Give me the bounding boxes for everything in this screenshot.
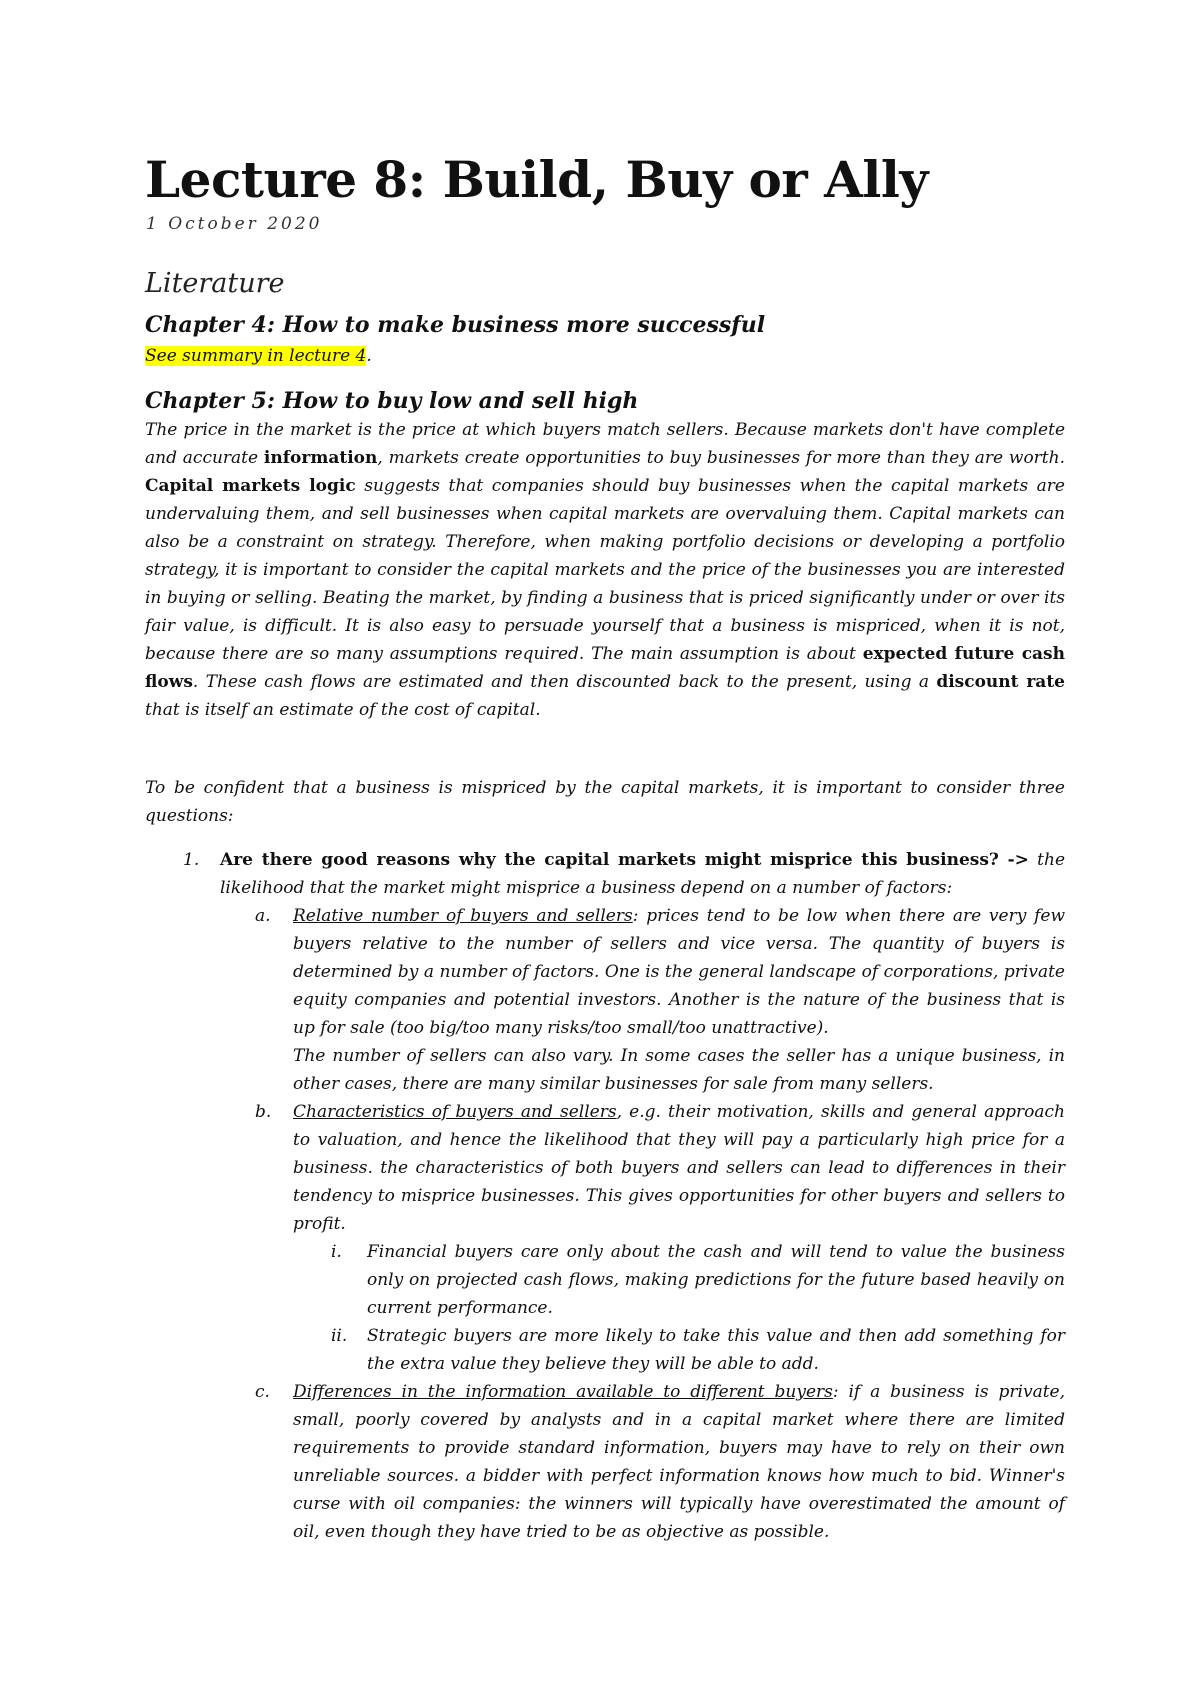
section-heading-literature: Literature (145, 268, 285, 299)
numbered-list (145, 846, 1065, 1546)
list-marker: a. (255, 906, 271, 926)
text-run: , markets create opportunities to buy businesses for more than they are worth. (377, 448, 1065, 468)
item-label: Characteristics of buyers and sellers (293, 1102, 617, 1122)
chapter-4-note (145, 346, 372, 366)
paragraph-three-questions: To be confident that a business is mispriced by the capital markets, it is important to consider three questions: (145, 778, 1065, 826)
item-label: Differences in the information available to different buyers (293, 1382, 833, 1402)
question-lead: Are there good reasons why the capital markets might misprice this business? -> (220, 850, 1029, 870)
list-item-c (255, 1378, 1065, 1546)
text-run: suggests that companies should buy businesses when the capital markets are undervaluing them, and sell businesses when capital markets are overvaluing them. Capital markets can also be a constraint on strategy. Therefore, when making portfolio decisions or developing a portfolio strategy, it is important to consider the capital markets and the price of the businesses you are interested in buying or selling. Beating the market, by finding a business that is priced significantly under or over its fair value, is difficult. It is also easy to persuade yourself that a business is mispriced, when it is not, because there are so many assumptions required. The main assumption is about (145, 476, 1065, 664)
bold-term: Capital markets logic (145, 476, 356, 496)
item-text: , e.g. their motivation, skills and general approach to valuation, and hence the likelihood that they will pay a particularly high price for a business. the characteristics of both buyers and sellers can lead to differences in their tendency to misprice businesses. This gives opportunities for other buyers and sellers to profit. (293, 1102, 1065, 1234)
question-text: the likelihood that the market might misprice a business depend on a number of factors: (220, 850, 1066, 898)
lecture-date: 1 October 2020 (146, 214, 323, 234)
text-run: that is itself an estimate of the cost of capital. (145, 700, 541, 720)
chapter-5-heading: Chapter 5: How to buy low and sell high (145, 388, 639, 414)
bold-term: expected future cash flows (145, 644, 1065, 692)
highlighted-text: See summary in lecture 4 (145, 346, 367, 366)
note-period: . (366, 346, 372, 366)
item-text: : if a business is private, small, poorly covered by analysts and in a capital market where there are limited requirements to provide standard information, buyers may have to rely on their own unreliable sources. a bidder with perfect information knows how much to bid. Winner's curse with oil companies: the winners will typically have overestimated the amount of oil, even though they have tried to be as objective as possible. (293, 1382, 1065, 1542)
list-item-a-continued: The number of sellers can also vary. In some cases the seller has a unique business, in other cases, there are many similar businesses for sale from many sellers. (293, 1046, 1065, 1094)
list-item-b (255, 1098, 1065, 1238)
paragraph-capital-markets (145, 416, 1065, 724)
list-item-a (255, 902, 1065, 1042)
text-run: . These cash flows are estimated and then discounted back to the present, using a (192, 672, 937, 692)
list-marker: i. (331, 1242, 342, 1262)
list-item-1 (183, 846, 1066, 902)
text-run: The price in the market is the price at which buyers match sellers. Because markets don't have complete and accurate (145, 420, 1065, 468)
list-item-ii (331, 1322, 1065, 1378)
item-label: Relative number of buyers and sellers (293, 906, 633, 926)
list-marker: b. (255, 1102, 272, 1122)
bold-term: discount rate (936, 672, 1065, 692)
list-marker: c. (255, 1382, 270, 1402)
list-item-i (331, 1238, 1065, 1322)
list-marker: ii. (331, 1326, 348, 1346)
list-marker: 1. (183, 850, 200, 870)
item-text: Financial buyers care only about the cash and will tend to value the business only on projected cash flows, making predictions for the future based heavily on current performance. (367, 1242, 1065, 1318)
page-title: Lecture 8: Build, Buy or Ally (145, 150, 928, 209)
item-text: Strategic buyers are more likely to take this value and then add something for the extra value they believe they will be able to add. (367, 1326, 1065, 1374)
chapter-4-heading: Chapter 4: How to make business more successful (145, 312, 766, 338)
bold-term: information (263, 448, 378, 468)
item-text: : prices tend to be low when there are very few buyers relative to the number of sellers and vice versa. The quantity of buyers is determined by a number of factors. One is the general landscape of corporations, private equity companies and potential investors. Another is the nature of the business that is up for sale (too big/too many risks/too small/too unattractive). (293, 906, 1065, 1038)
